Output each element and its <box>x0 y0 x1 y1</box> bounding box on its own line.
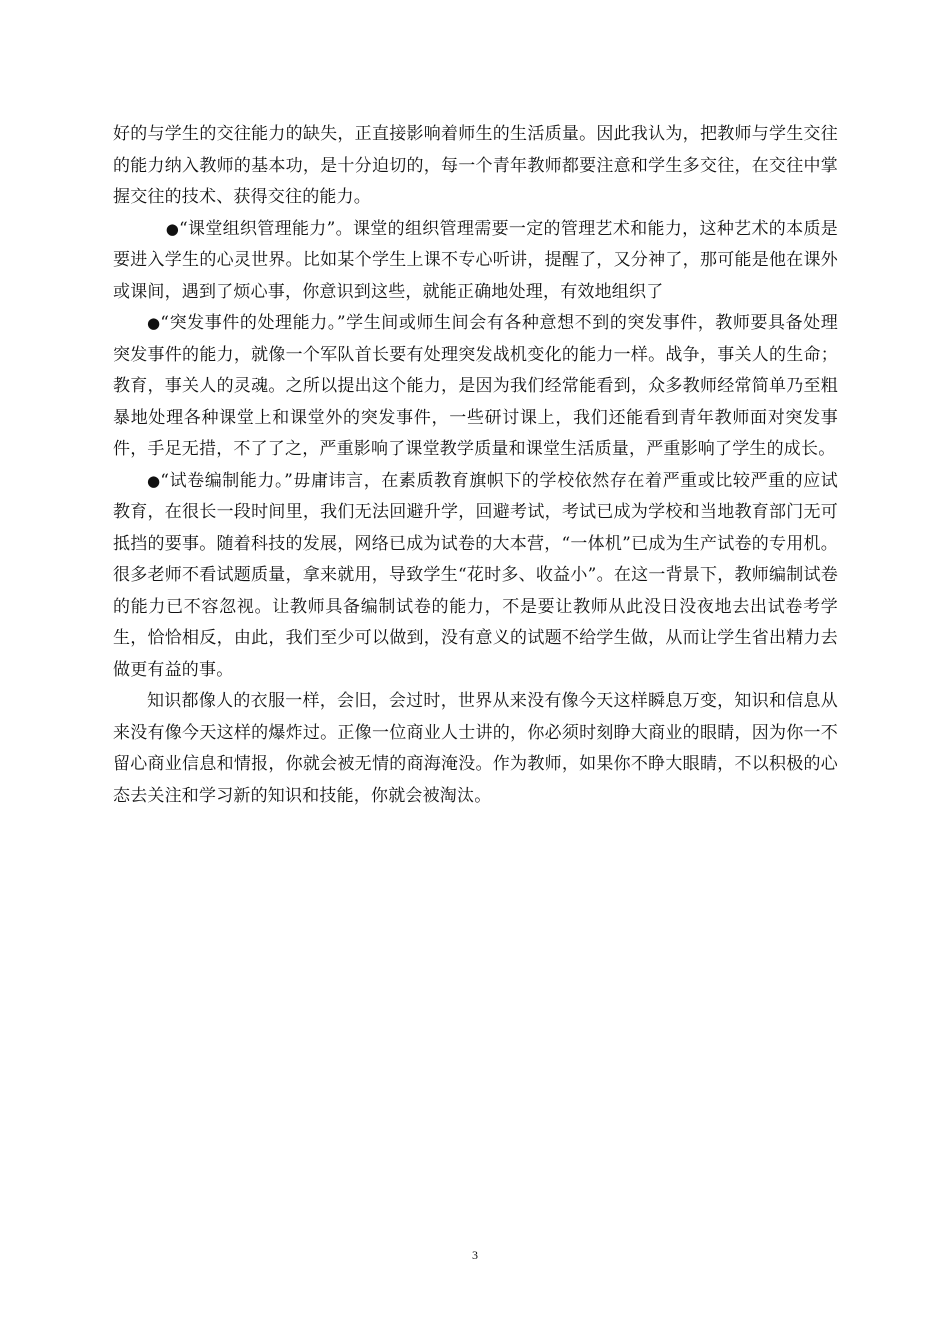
page-number: 3 <box>472 1248 478 1262</box>
paragraph-classroom-management <box>113 214 838 309</box>
bullet-icon: ● <box>165 219 179 238</box>
paragraph-text: 知识都像人的衣服一样，会旧，会过时，世界从来没有像今天这样瞬息万变，知识和信息从来没有像今天这样的爆炸过。正像一位商业人士讲的，你必须时刻睁大商业的眼睛，因为你一不留心商业信息和情报，你就会被无情的商海淹没。作为教师，如果你不睁大眼睛，不以积极的心态去关注和学习新的知识和技能，你就会被淘汰。 <box>113 691 838 806</box>
paragraph-text: “突发事件的处理能力。”学生间或师生间会有各种意想不到的突发事件，教师要具备处理突发事件的能力，就像一个军队首长要有处理突发战机变化的能力一样。战争，事关人的生命；教育，事关人的灵魂。之所以提出这个能力，是因为我们经常能看到，众多教师经常简单乃至粗暴地处理各种课堂上和课堂外的突发事件，一些研讨课上，我们还能看到青年教师面对突发事件，手足无措，不了了之，严重影响了课堂教学质量和课堂生活质量，严重影响了学生的成长。 <box>113 313 838 459</box>
paragraph-emergency-handling <box>113 308 838 466</box>
paragraph-text: “试卷编制能力。”毋庸讳言，在素质教育旗帜下的学校依然存在着严重或比较严重的应试教育，在很长一段时间里，我们无法回避升学，回避考试，考试已成为学校和当地教育部门无可抵挡的要事。随着科技的发展，网络已成为试卷的大本营，“一体机”已成为生产试卷的专用机。很多老师不看试题质量，拿来就用，导致学生“花时多、收益小”。在这一背景下，教师编制试卷的能力已不容忽视。让教师具备编制试卷的能力，不是要让教师从此没日没夜地去出试卷考学生，恰恰相反，由此，我们至少可以做到，没有意义的试题不给学生做，从而让学生省出精力去做更有益的事。 <box>113 470 838 680</box>
paragraph-text: 好的与学生的交往能力的缺失，正直接影响着师生的生活质量。因此我认为，把教师与学生交往的能力纳入教师的基本功，是十分迫切的，每一个青年教师都要注意和学生多交往，在交往中掌握交往的技术、获得交往的能力。 <box>113 124 838 207</box>
paragraph-exam-compilation <box>113 466 838 687</box>
paragraph-text: “课堂组织管理能力”。课堂的组织管理需要一定的管理艺术和能力，这种艺术的本质是要进入学生的心灵世界。比如某个学生上课不专心听讲，提醒了，又分神了，那可能是他在课外或课间，遇到了烦心事，你意识到这些，就能正确地处理，有效地组织了 <box>113 218 838 302</box>
paragraph-knowledge-update <box>113 686 838 812</box>
document-body <box>113 119 838 812</box>
bullet-icon: ● <box>147 314 161 332</box>
paragraph-continuation <box>113 119 838 214</box>
bullet-icon: ● <box>147 471 161 490</box>
